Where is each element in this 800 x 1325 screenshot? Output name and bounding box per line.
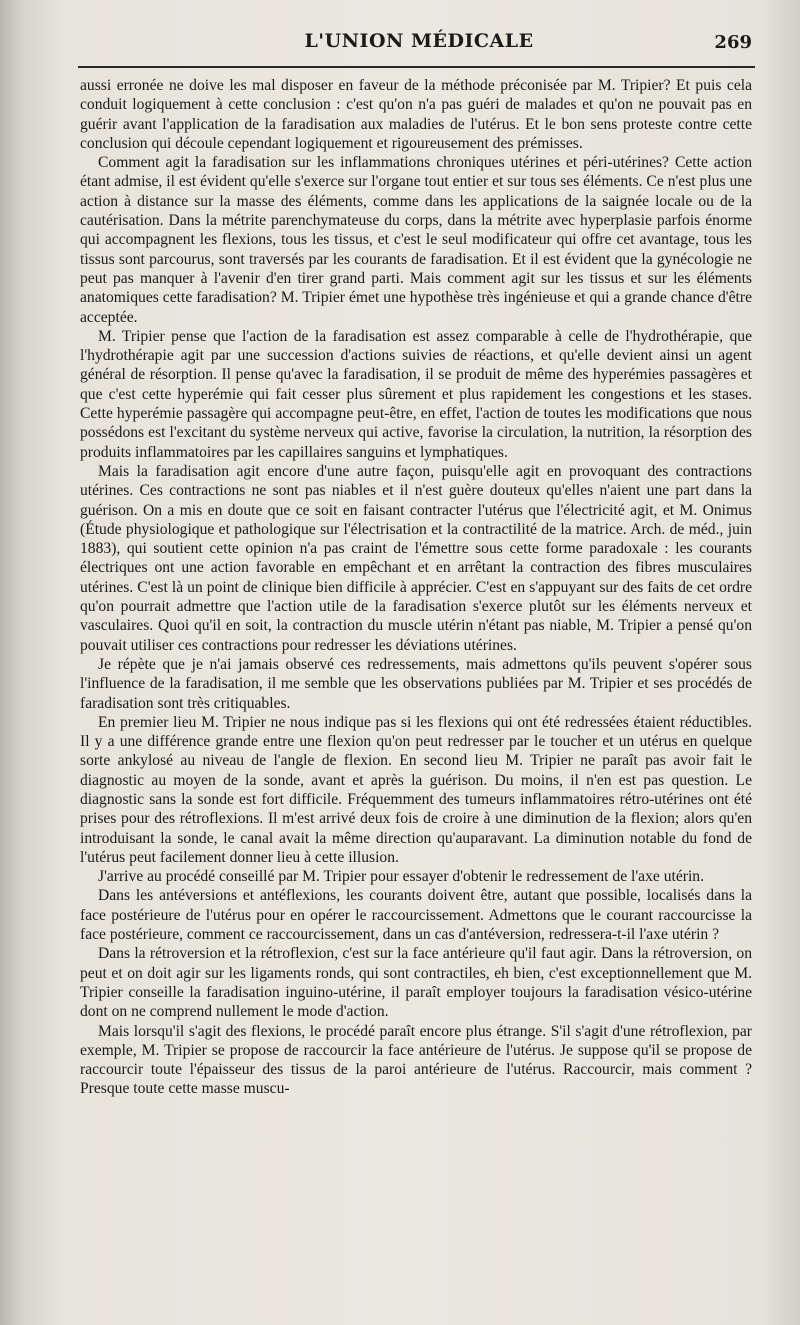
header-rule bbox=[78, 66, 755, 68]
paragraph: Dans les antéversions et antéflexions, les courants doivent être, autant que possible, localisés dans la face postérieure de l'utérus pour en opérer le raccourcissement. Admettons que le courant raccourcisse la face postérieure, comment ce raccourcissement, dans un cas d'antéversion, redressera-t-il l'axe utérin ? bbox=[80, 887, 752, 944]
paragraph: M. Tripier pense que l'action de la faradisation est assez comparable à celle de l'hydrothérapie, que l'hydrothérapie agit par une succession d'actions suivies de réactions, et qu'elle devient ainsi un agent général de résorption. Il pense qu'avec la faradisation, il se produit de même des hyperémies passagères et que c'est cette hyperémie qui fait cesser plus sûrement et plus rapidement les congestions et les stases. Cette hyperémie passagère qui accompagne peut-être, en effet, l'action de toutes les modifications que nous possédons est l'excitant du système nerveux qui active, favorise la circulation, la nutrition, la résorption des produits inflammatoires par les capillaires sanguins et lymphatiques. bbox=[80, 327, 752, 461]
running-title: L'UNION MÉDICALE bbox=[304, 30, 534, 52]
paragraph: J'arrive au procédé conseillé par M. Tripier pour essayer d'obtenir le redressement de l'axe utérin. bbox=[98, 868, 704, 886]
page-header bbox=[78, 30, 760, 60]
paragraph: Comment agit la faradisation sur les inflammations chroniques utérines et péri-utérines? Cette action étant admise, il est évident qu'elle s'exerce sur l'organe tout entier et sur tous ses éléments. Ce n'est plus une action à distance sur la masse des éléments, comme dans les applications de la saignée locale ou de la cautérisation. Dans la métrite parenchymateuse du corps, dans la métrite avec hyperplasie parfois énorme qui accompagnent les flexions, tous les tissus, et c'est le seul modificateur qui offre cet avantage, tous les tissus sont parcourus, sont traversés par les courants de faradisation. Et il est évident que la gynécologie ne peut pas manquer à l'avenir d'en tirer grand parti. Mais comment agit sur les tissus et sur les éléments anatomiques cette faradisation? M. Tripier émet une hypothèse très ingénieuse et qui a grande chance d'être acceptée. bbox=[80, 154, 752, 326]
paragraph: Mais la faradisation agit encore d'une autre façon, puisqu'elle agit en provoquant des contractions utérines. Ces contractions ne sont pas niables et il n'est guère douteux qu'elles n'aient une part dans la guérison. On a mis en doute que ce soit en faisant contracter l'utérus que l'électricité agit, et M. Onimus (Étude physiologique et pathologique sur l'électrisation et la contractilité de la matrice. Arch. de méd., juin 1883), qui soutient cette opinion n'a pas craint de l'émettre sous cette forme paradoxale : les courants électriques ont une action favorable en empêchant et en arrêtant la contraction des fibres musculaires utérines. C'est là un point de clinique bien difficile à apprécier. C'est en s'appuyant sur des faits de cet ordre qu'on pourrait admettre que l'action utile de la faradisation s'exerce plutôt sur les éléments nerveux et vasculaires. Quoi qu'il en soit, la contraction du muscle utérin n'étant pas niable, M. Tripier a pensé qu'on pouvait utiliser ces contractions pour redresser les déviations utérines. bbox=[80, 462, 752, 654]
paragraph: aussi erronée ne doive les mal disposer en faveur de la méthode préconisée par M. Tripier? Et puis cela conduit logiquement à cette conclusion : c'est qu'on n'a pas guéri de malades et qu'on ne pouvait pas en guérir avant l'application de la faradisation aux maladies de l'utérus. Et le bon sens proteste contre cette conclusion qui découle cependant logiquement et rigoureusement des prémisses. bbox=[80, 77, 752, 152]
paragraph: Mais lorsqu'il s'agit des flexions, le procédé paraît encore plus étrange. S'il s'agit d'une rétroflexion, par exemple, M. Tripier se propose de raccourcir la face antérieure de l'utérus. Je suppose qu'il se propose de raccourcir toute l'épaisseur des tissus de la paroi antérieure de l'utérus. Raccourcir, mais comment ? Presque toute cette masse muscu- bbox=[80, 1022, 752, 1098]
paragraph: Dans la rétroversion et la rétroflexion, c'est sur la face antérieure qu'il faut agir. Dans la rétroversion, on peut et on doit agir sur les ligaments ronds, qui sont contractiles, eh bien, c'est exceptionnellement que M. Tripier conseille la faradisation inguino-utérine, il paraît employer toujours la faradisation vésico-utérine dont on ne comprend nullement le mode d'action. bbox=[80, 945, 752, 1021]
paragraph: En premier lieu M. Tripier ne nous indique pas si les flexions qui ont été redressées étaient réductibles. Il y a une différence grande entre une flexion qu'on peut redresser par le toucher et un utérus en quelque sorte ankylosé au niveau de l'angle de flexion. En second lieu M. Tripier ne paraît pas avoir fait le diagnostic au moyen de la sonde, avant et après la guérison. Du moins, il n'en est pas question. Le diagnostic sans la sonde est fort difficile. Fréquemment des tumeurs inflammatoires rétro-utérines ont été prises pour des rétroflexions. Il m'est arrivé deux fois de croire à une diminution de la flexion; alors qu'en introduisant la sonde, le canal avait la même direction qu'auparavant. La diminution notable du fond de l'utérus peut facilement donner lieu à cette illusion. bbox=[80, 713, 752, 866]
page-number: 269 bbox=[714, 32, 752, 53]
body-text bbox=[80, 76, 752, 1099]
paragraph: Je répète que je n'ai jamais observé ces redressements, mais admettons qu'ils peuvent s'opérer sous l'influence de la faradisation, il me semble que les observations publiées par M. Tripier et ses procédés de faradisation sont très critiquables. bbox=[80, 655, 752, 712]
